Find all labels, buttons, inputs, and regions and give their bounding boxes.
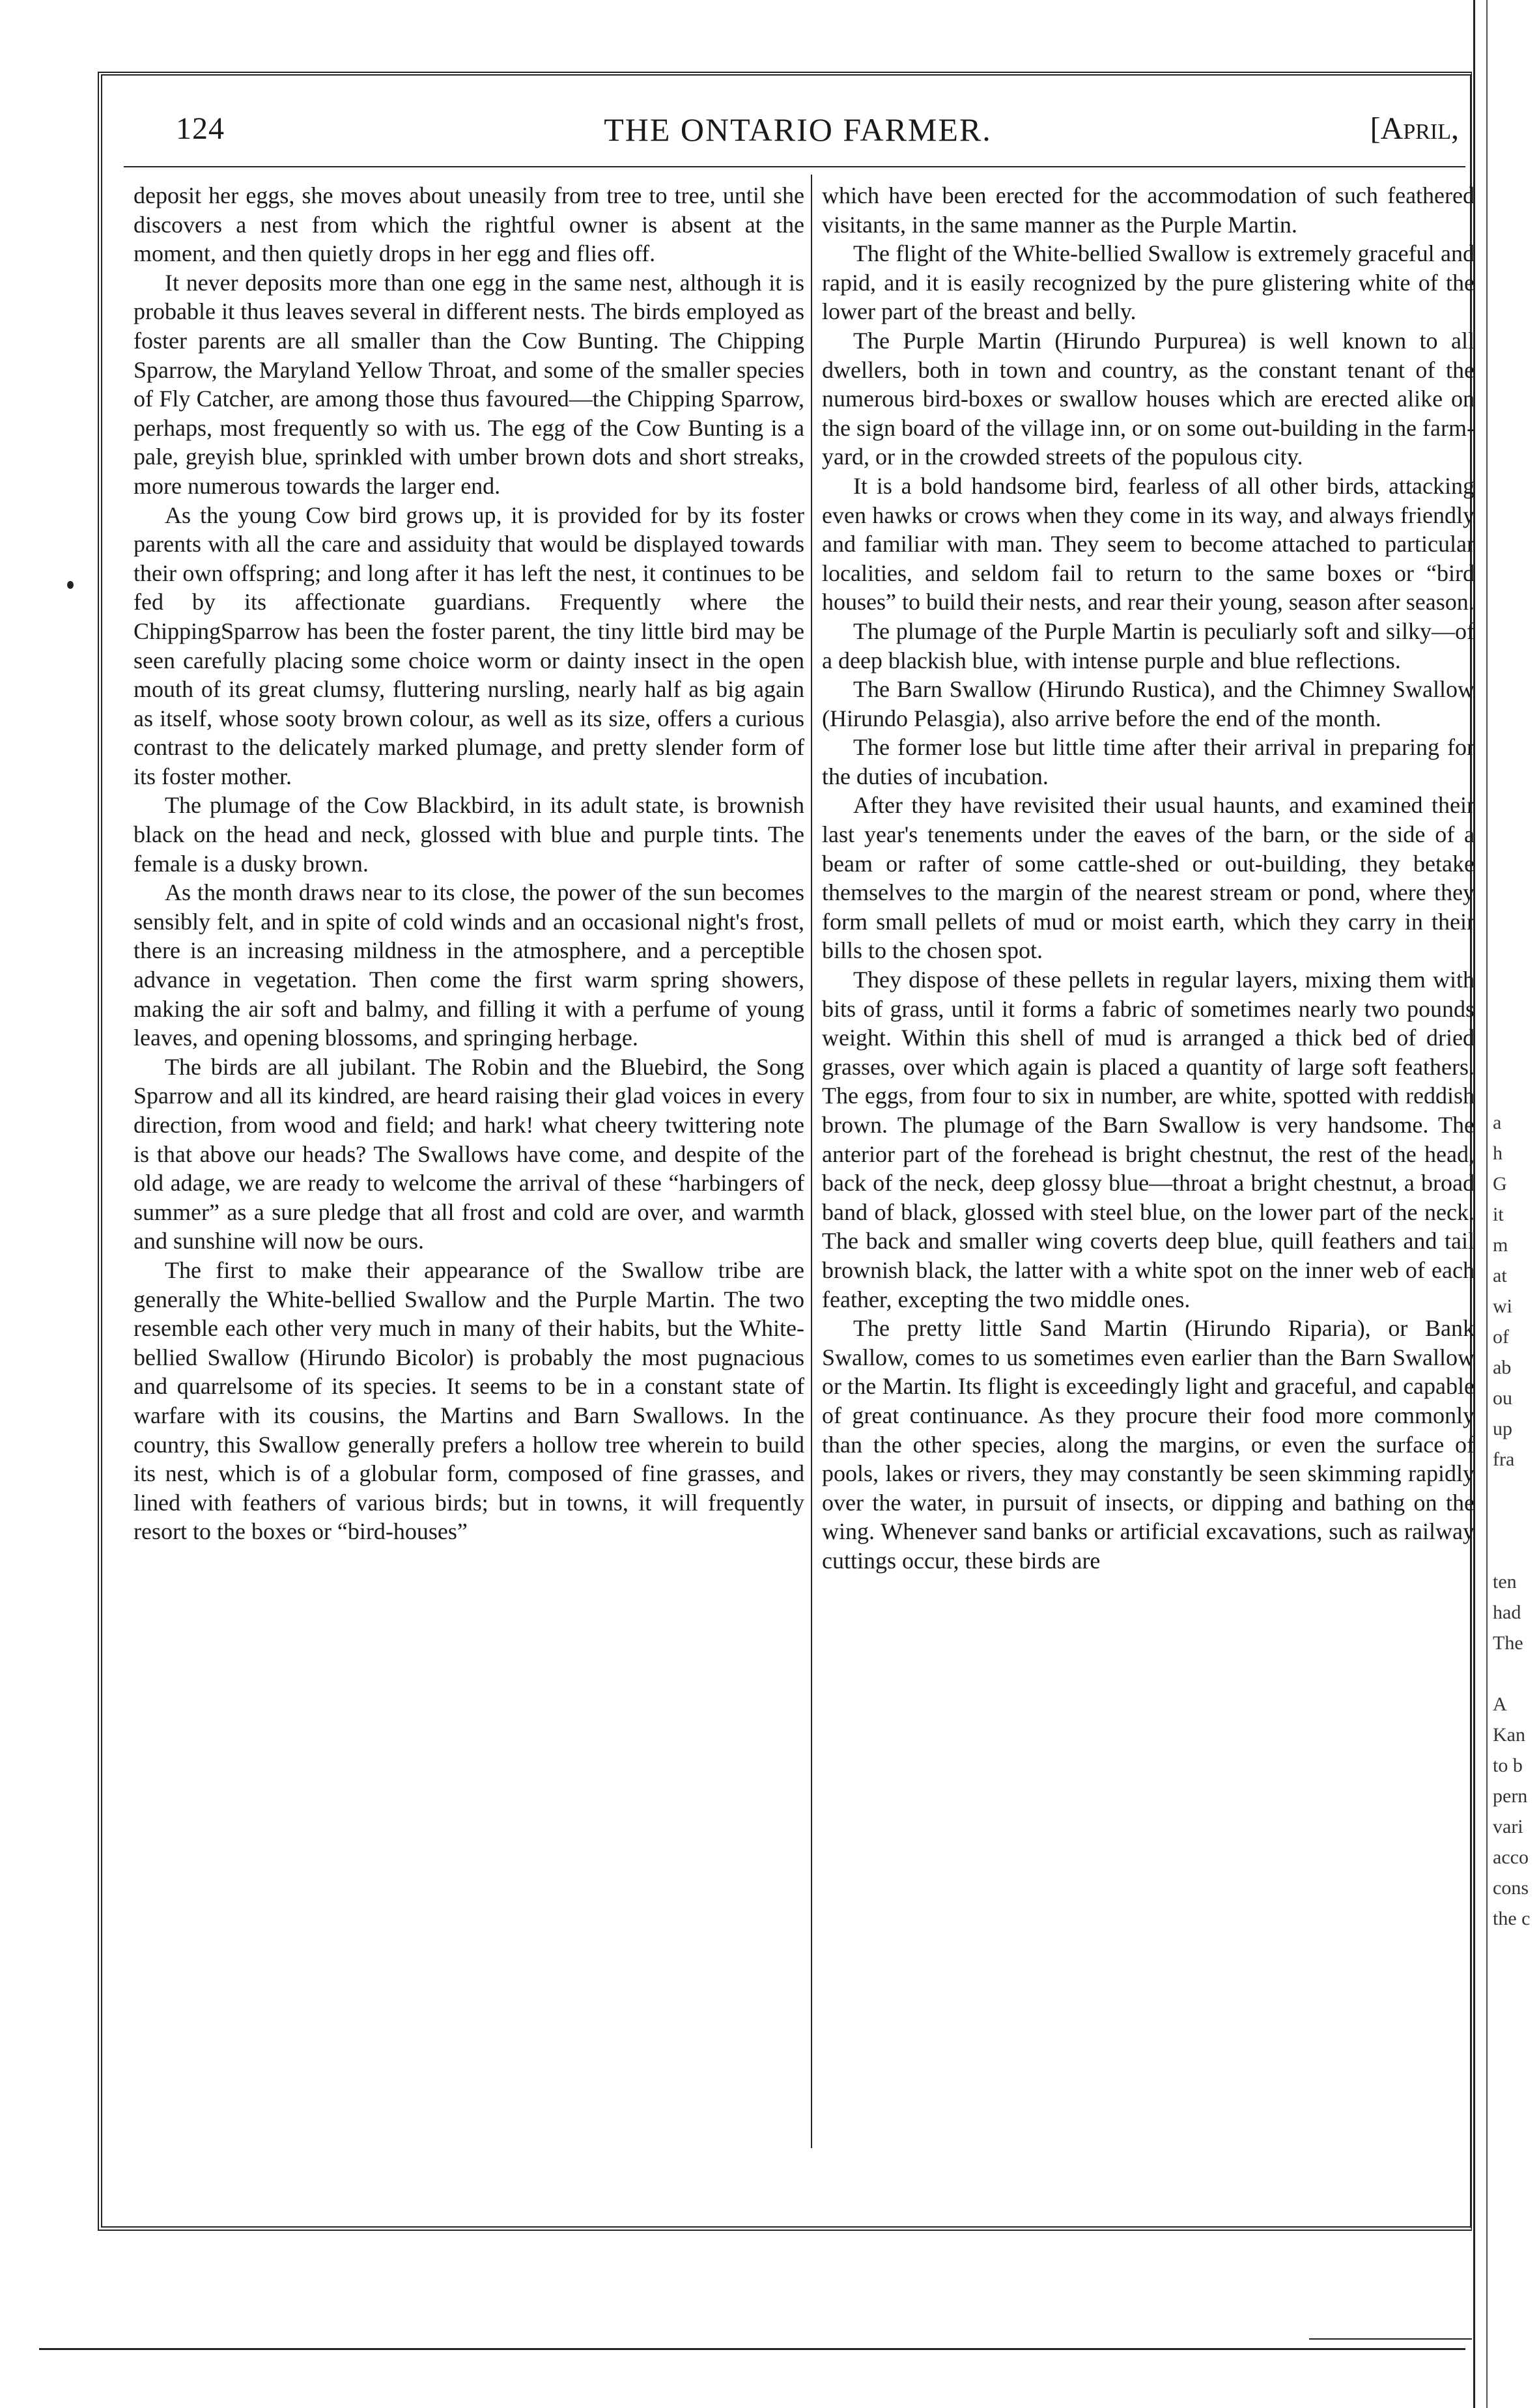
adjacent-fragment-line: m [1493,1234,1508,1256]
adjacent-fragment-line: ab [1493,1357,1512,1378]
bottom-rule-short [1309,2338,1472,2340]
adjacent-fragment-line: The [1493,1632,1523,1654]
adjacent-page-fragment [1493,1107,1539,1934]
bottom-rule [39,2348,1465,2350]
column-divider [811,175,812,2148]
adjacent-fragment-line: it [1493,1204,1504,1225]
paragraph: which have been erected for the accommodation of such feathered visitants, in the same manner as the Purple Martin. [822,182,1475,238]
page-header [130,98,1465,163]
adjacent-fragment-line: wi [1493,1296,1512,1317]
adjacent-fragment-line: had [1493,1602,1521,1623]
paragraph: The plumage of the Purple Martin is peculiarly soft and silky—of a deep blackish blue, with intense purple and blue reflections. [822,617,1475,673]
paragraph: It never deposits more than one egg in the same nest, although it is probable it thus leaves several in different nests. The birds employed as foster parents are all smaller than the Cow Bunting. The Chipping Sparrow, the Maryland Yellow Throat, and some of the smaller species of Fly Catcher, are among those thus favoured—the Chipping Sparrow, perhaps, most frequently so with us. The egg of the Cow Bunting is a pale, greyish blue, sprinkled with umber brown dots and short streaks, more numerous towards the larger end. [134,269,804,499]
paragraph: The pretty little Sand Martin (Hirundo Riparia), or Bank Swallow, comes to us sometimes even earlier than the Barn Swallow or the Martin. Its flight is exceedingly light and graceful, and capable of great continuance. As they procure their food more commonly than the other species, along the margins, or even the surface of pools, lakes or rivers, they may constantly be seen skimming rapidly over the water, in pursuit of insects, or dipping and bathing on the wing. Whenever sand banks or artificial excavations, such as railway cuttings occur, these birds are [822,1315,1475,1574]
adjacent-fragment-line [1493,1658,1539,1689]
adjacent-fragment-line: pern [1493,1785,1528,1807]
month-label: [April, [1370,111,1459,146]
adjacent-fragment-line: of [1493,1326,1509,1348]
paragraph: As the month draws near to its close, the power of the sun becomes sensibly felt, and in spite of cold winds and an occasional night's frost, there is an increasing mildness in the atmosphere, and a perceptible advance in vegetation. Then come the first warm spring showers, making the air soft and balmy, and filling it with a perfume of young leaves, and opening blossoms, and springing herbage. [134,879,804,1051]
adjacent-fragment-line: fra [1493,1449,1515,1470]
adjacent-fragment-line: at [1493,1265,1507,1286]
adjacent-fragment-line: the c [1493,1908,1531,1929]
page-number: 124 [176,111,225,146]
paragraph: The Purple Martin (Hirundo Purpurea) is well known to all dwellers, both in town and country, as the constant tenant of the numerous bird-boxes or swallow houses which are erected alike on the sign board of the village inn, or on some out-building in the farm-yard, or in the crowded streets of the populous city. [822,327,1475,470]
adjacent-fragment-line: a [1493,1112,1502,1133]
paragraph: The Barn Swallow (Hirundo Rustica), and the Chimney Swallow (Hirundo Pelasgia), also arrive before the end of the month. [822,676,1475,731]
margin-ink-mark [67,581,74,589]
page-edge-line-inner [1486,0,1488,2408]
adjacent-fragment-line: cons [1493,1877,1529,1899]
adjacent-fragment-line: ou [1493,1387,1512,1409]
adjacent-fragment-line: h [1493,1142,1503,1164]
adjacent-fragment-line: to b [1493,1755,1523,1776]
adjacent-fragment-line [1493,1475,1539,1505]
adjacent-fragment-line: vari [1493,1816,1523,1837]
paragraph: The birds are all jubilant. The Robin and the Bluebird, the Song Sparrow and all its kindred, are heard raising their glad voices in every direction, from wood and field; and hark! what cheery twittering note is that above our heads? The Swallows have come, and despite of the old adage, we are ready to welcome the arrival of these “harbingers of summer” as a sure pledge that all frost and cold are over, and warmth and sunshine will now be ours. [134,1053,804,1254]
right-column [822,181,1475,2148]
paragraph: After they have revisited their usual haunts, and examined their last year's tenements under the eaves of the barn, or the side of a beam or rafter of some cattle-shed or out-building, they betake themselves to the margin of the nearest stream or pond, where they form small pellets of mud or moist earth, which they carry in their bills to the chosen spot. [822,792,1475,964]
adjacent-fragment-line [1493,1505,1539,1536]
adjacent-fragment-line: acco [1493,1847,1529,1868]
paragraph: The flight of the White-bellied Swallow is extremely graceful and rapid, and it is easily recognized by the pure glistering white of the lower part of the breast and belly. [822,240,1475,325]
paragraph: They dispose of these pellets in regular layers, mixing them with bits of grass, until it forms a fabric of sometimes nearly two pounds weight. Within this shell of mud is arranged a thick bed of dried grasses, over which again is placed a quantity of large soft feathers. The eggs, from four to six in number, are white, spotted with reddish brown. The plumage of the Barn Swallow is very handsome. The anterior part of the forehead is bright chestnut, the rest of the head, back of the neck, deep glossy blue—throat a bright chestnut, a broad band of black, glossed with steel blue, on the lower part of the neck. The back and smaller wing coverts deep blue, quill feathers and tail brownish black, the latter with a white spot on the inner web of each feather, excepting the two middle ones. [822,967,1475,1312]
left-column [134,181,804,2148]
adjacent-fragment-line: G [1493,1173,1507,1195]
adjacent-fragment-line: ten [1493,1571,1517,1593]
header-rule [124,166,1465,167]
page-edge-line [1473,0,1475,2408]
paragraph: It is a bold handsome bird, fearless of all other birds, attacking even hawks or crows when they come in its way, and always friendly and familiar with man. They seem to become attached to particular localities, and seldom fail to return to the same boxes or “bird houses” to build their nests, and rear their young, season after season. [822,472,1475,616]
adjacent-fragment-line: up [1493,1418,1512,1439]
paragraph: The first to make their appearance of the Swallow tribe are generally the White-bellied Swallow and the Purple Martin. The two resemble each other very much in many of their habits, but the White-bellied Swallow (Hirundo Bicolor) is probably the most pugnacious and quarrelsome of its species. It seems to be in a constant state of warfare with its cousins, the Martins and Barn Swallows. In the country, this Swallow generally prefers a hollow tree wherein to build its nest, which is of a globular form, composed of fine grasses, and lined with feathers of various birds; but in towns, it will frequently resort to the boxes or “bird-houses” [134,1256,804,1545]
adjacent-fragment-line [1493,1536,1539,1566]
running-title: THE ONTARIO FARMER. [604,111,992,148]
paragraph: As the young Cow bird grows up, it is provided for by its foster parents with all the care and assiduity that would be displayed towards their own offspring; and long after it has left the nest, it continues to be fed by its affectionate guardians. Frequently where the ChippingSparrow has been the foster parent, the tiny little bird may be seen carefully placing some choice worm or dainty insect in the open mouth of its great clumsy, fluttering nursling, nearly half as big again as itself, whose sooty brown colour, as well as its size, offers a curious contrast to the delicately marked plumage, and pretty slender form of its foster mother. [134,502,804,789]
paragraph: The former lose but little time after their arrival in preparing for the duties of incubation. [822,734,1475,789]
adjacent-fragment-line: Kan [1493,1724,1525,1746]
paragraph: deposit her eggs, she moves about uneasily from tree to tree, until she discovers a nest from which the rightful owner is absent at the moment, and then quietly drops in her egg and flies off. [134,182,804,267]
paragraph: The plumage of the Cow Blackbird, in its adult state, is brownish black on the head and neck, glossed with blue and purple tints. The female is a dusky brown. [134,792,804,877]
adjacent-fragment-line: A [1493,1693,1507,1715]
